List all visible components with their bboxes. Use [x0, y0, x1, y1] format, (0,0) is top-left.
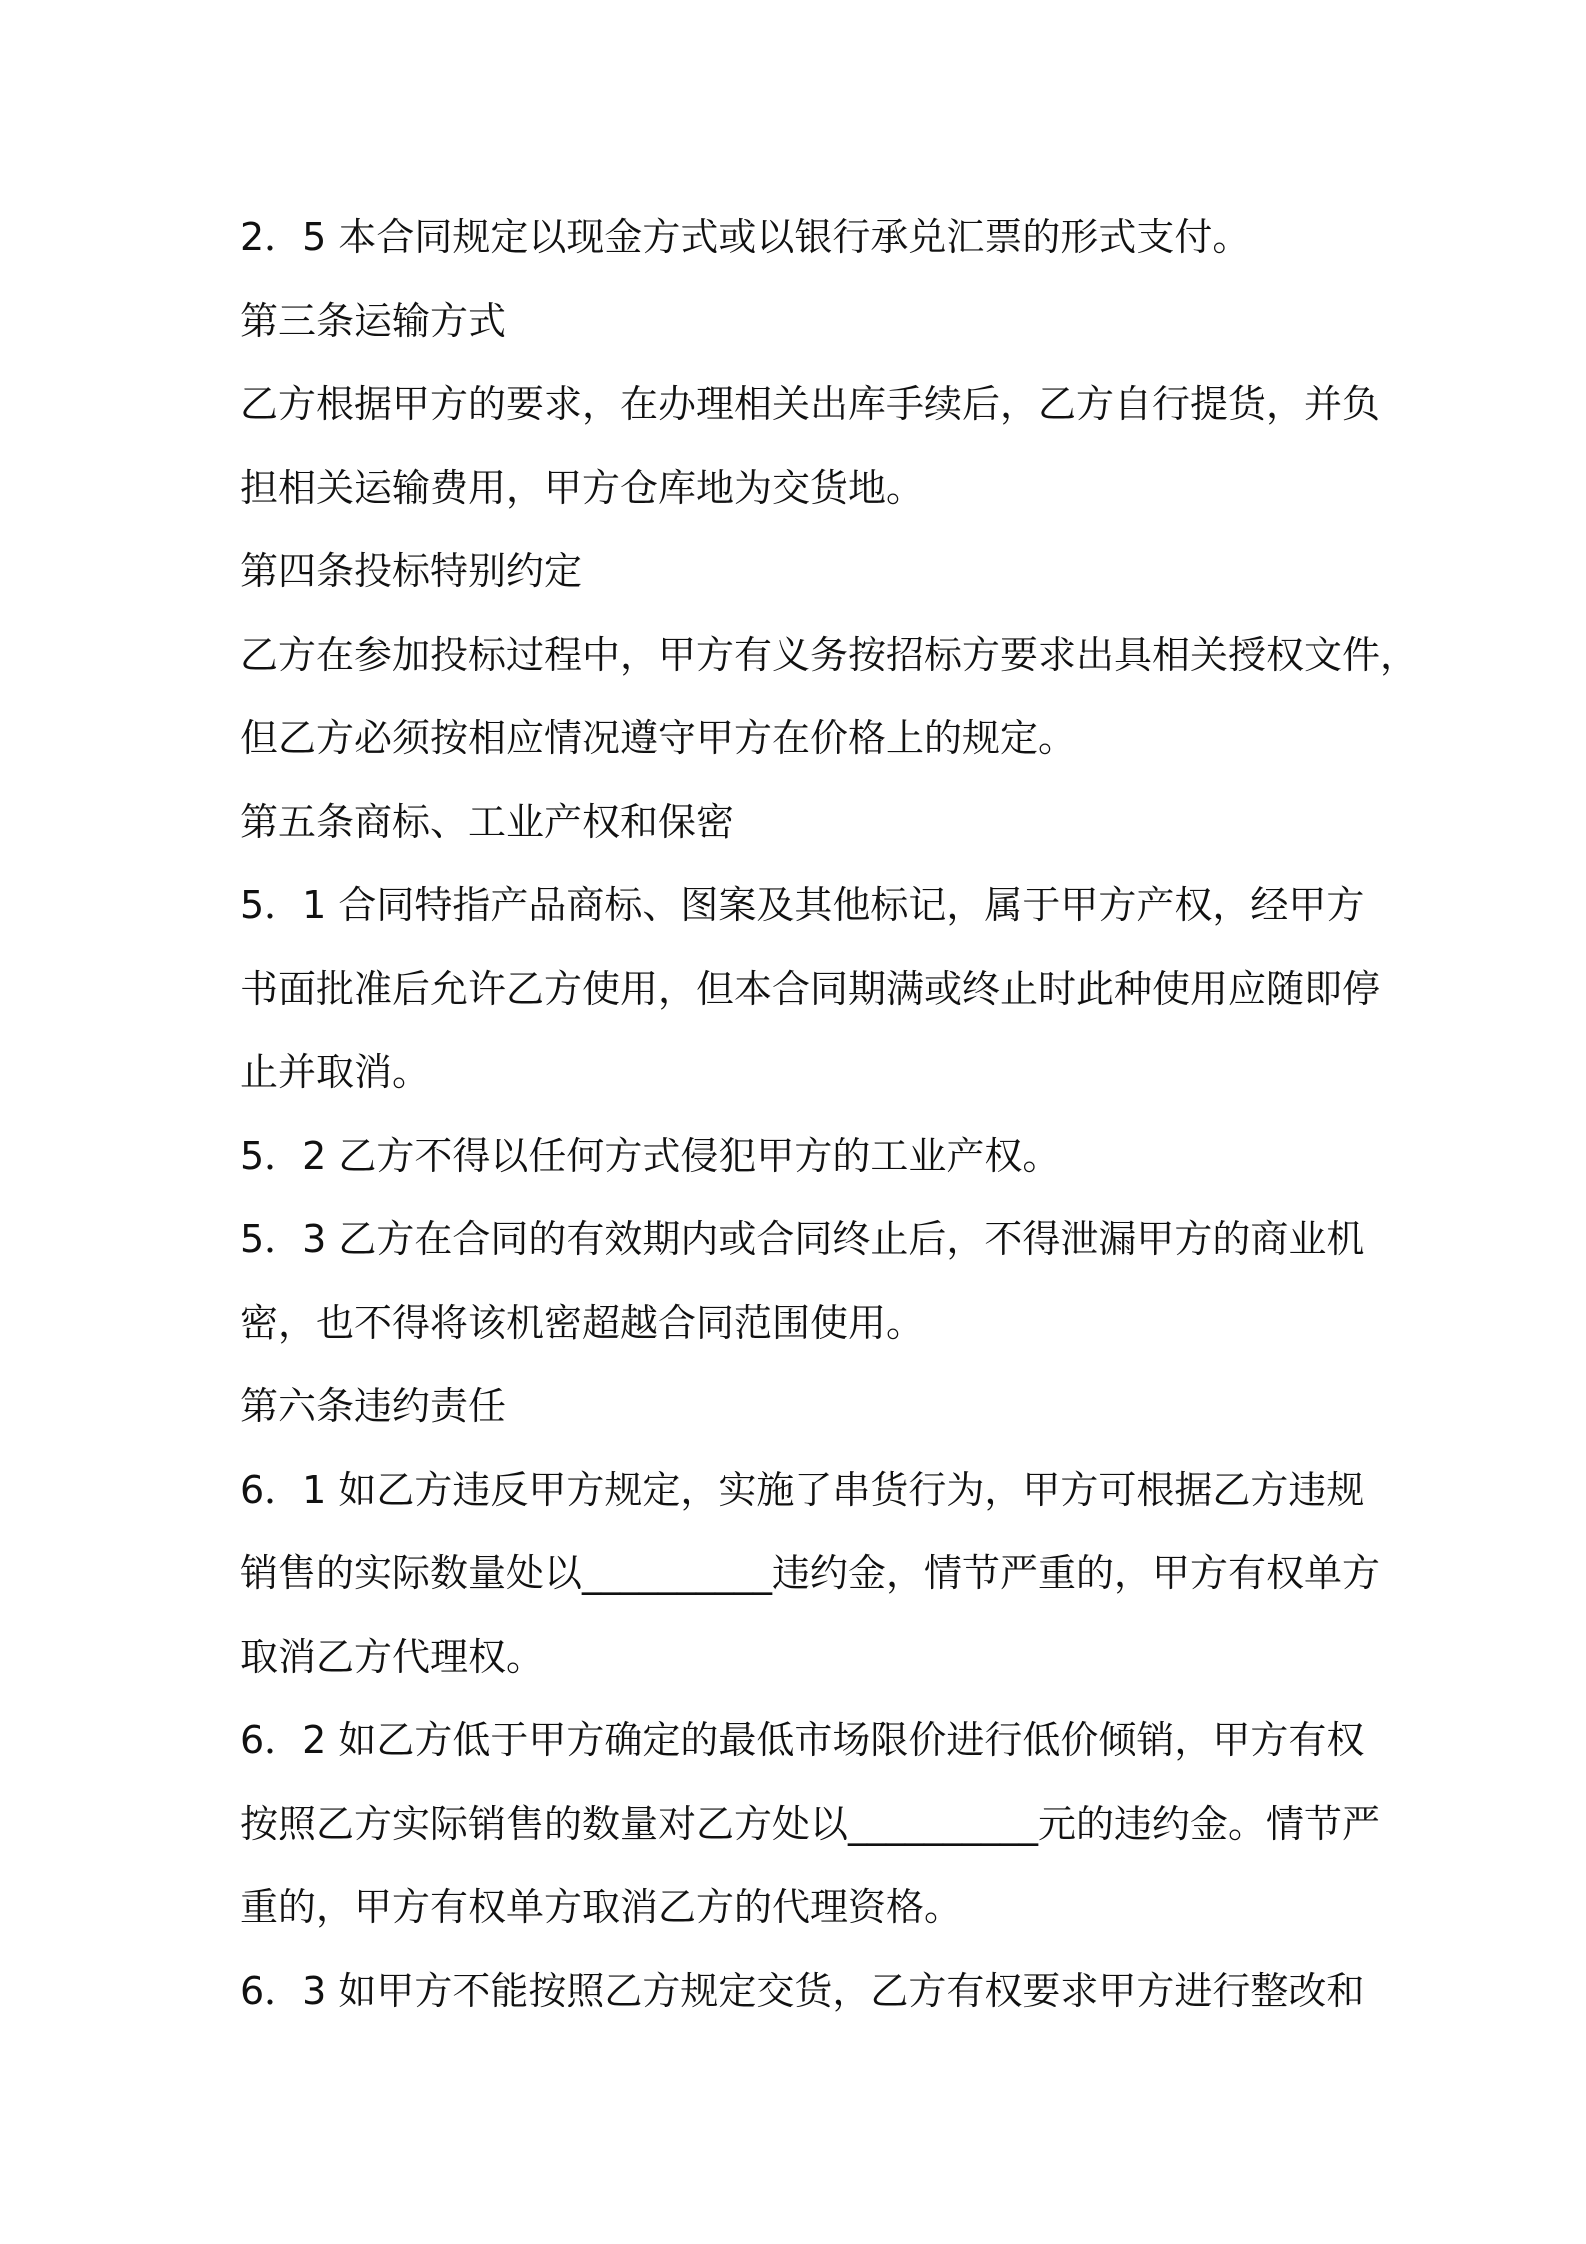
transport-paragraph-line-1: 乙方根据甲方的要求，在办理相关出库手续后，乙方自行提货，并负 [240, 382, 1381, 426]
clause-5-3-line-1: 5．3 乙方在合同的有效期内或合同终止后，不得泄漏甲方的商业机 [240, 1217, 1365, 1261]
clause-5-1-line-3: 止并取消。 [240, 1050, 431, 1094]
heading-article-4-bidding: 第四条投标特别约定 [240, 549, 583, 593]
clause-6-2-line-1: 6．2 如乙方低于甲方确定的最低市场限价进行低价倾销，甲方有权 [240, 1718, 1365, 1762]
clause-6-1-line-2: 销售的实际数量处以__________违约金，情节严重的，甲方有权单方 [240, 1551, 1381, 1595]
transport-paragraph-line-2: 担相关运输费用，甲方仓库地为交货地。 [240, 465, 925, 510]
clause-5-1-line-1: 5．1 合同特指产品商标、图案及其他标记，属于甲方产权，经甲方 [240, 883, 1365, 927]
clause-6-3-line-1: 6．3 如甲方不能按照乙方规定交货，乙方有权要求甲方进行整改和 [240, 1968, 1365, 2013]
clause-5-3-line-2: 密，也不得将该机密超越合同范围使用。 [240, 1300, 925, 1345]
bidding-paragraph-line-1: 乙方在参加投标过程中，甲方有义务按招标方要求出具相关授权文件， [240, 632, 1419, 677]
clause-6-2-line-2: 按照乙方实际销售的数量对乙方处以__________元的违约金。情节严 [240, 1801, 1381, 1846]
clause-6-1-line-1: 6．1 如乙方违反甲方规定，实施了串货行为，甲方可根据乙方违规 [240, 1467, 1365, 1512]
clause-6-1-line-3: 取消乙方代理权。 [240, 1634, 545, 1679]
document-body [240, 196, 1419, 2033]
clause-5-1-line-2: 书面批准后允许乙方使用，但本合同期满或终止时此种使用应随即停 [240, 966, 1381, 1011]
bidding-paragraph-line-2: 但乙方必须按相应情况遵守甲方在价格上的规定。 [240, 716, 1077, 760]
heading-article-5-trademark: 第五条商标、工业产权和保密 [240, 799, 735, 844]
clause-6-2-line-3: 重的，甲方有权单方取消乙方的代理资格。 [240, 1885, 963, 1929]
heading-article-6-liability: 第六条违约责任 [240, 1384, 507, 1428]
heading-article-3-transport: 第三条运输方式 [240, 298, 507, 343]
clause-5-2: 5．2 乙方不得以任何方式侵犯甲方的工业产权。 [240, 1133, 1061, 1178]
clause-2-5-payment: 2．5 本合同规定以现金方式或以银行承兑汇票的形式支付。 [240, 215, 1251, 259]
